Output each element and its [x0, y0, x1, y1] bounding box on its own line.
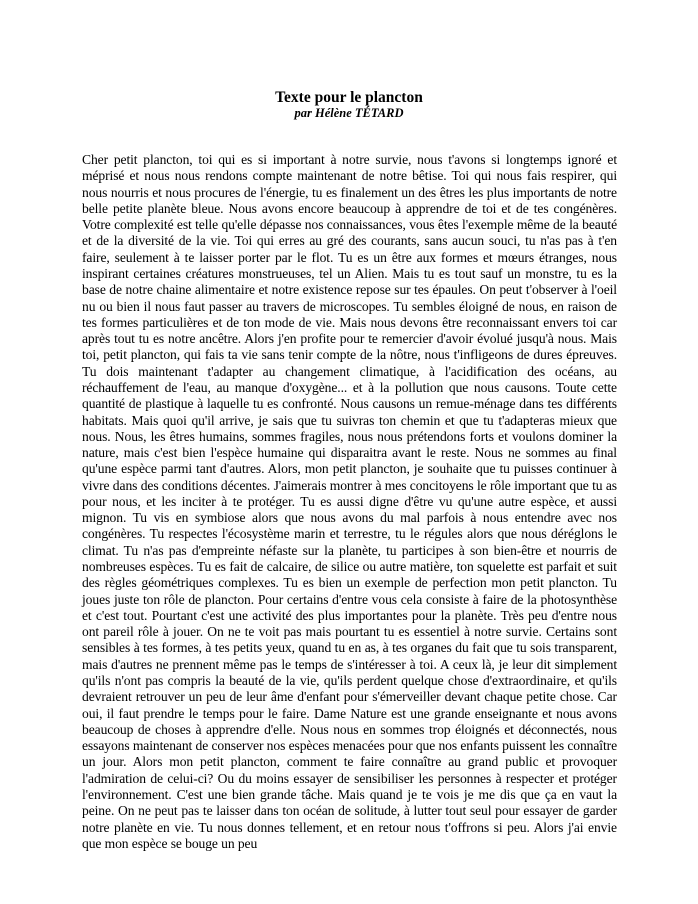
- document-title: Texte pour le plancton: [275, 89, 423, 106]
- document-author: par Hélène TÉTARD: [294, 106, 404, 120]
- title-block: [0, 89, 698, 121]
- document-body: Cher petit plancton, toi qui es si important à notre survie, nous t'avons si longtemps ignoré et méprisé et nous nous rendons compte maintenant de notre bêtise. Toi qui nous fais respirer, qui nous nourris et nous procures de l'énergie, tu es finalement un des êtres les plus importants de notre belle petite planète bleue. Nous avons encore beaucoup à apprendre de toi et de tes congénères. Votre complexité est telle qu'elle dépasse nos connaissances, vous êtes l'exemple même de la beauté et de la diversité de la vie. Toi qui erres au gré des courants, sans aucun souci, tu n'as pas à t'en faire, seulement à te laisser porter par le flot. Tu es un être aux formes et mœurs étranges, nous inspirant certaines créatures monstrueuses, tel un Alien. Mais tu es tout sauf un monstre, tu es la base de notre chaine alimentaire et notre existence repose sur tes épaules. On peut t'observer à l'oeil nu ou bien il nous faut passer au travers de microscopes. Tu sembles éloigné de nous, en raison de tes formes particulières et de ton mode de vie. Mais nous devons être reconnaissant envers toi car après tout tu es notre ancêtre. Alors j'en profite pour te remercier d'avoir évolué jusqu'à nous. Mais toi, petit plancton, qui fais ta vie sans tenir compte de la nôtre, nous t'infligeons de dures épreuves. Tu dois maintenant t'adapter au changement climatique, à l'acidification des océans, au réchauffement de l'eau, au manque d'oxygène... et à la pollution que nous causons. Toute cette quantité de plastique à laquelle tu es confronté. Nous causons un remue-ménage dans tes différents habitats. Mais quoi qu'il arrive, je sais que tu suivras ton chemin et que tu t'adapteras mieux que nous. Nous, les êtres humains, sommes fragiles, nous nous prétendons forts et voulons dominer la nature, mais c'est bien l'espèce humaine qui disparaitra avant le reste. Nous ne sommes au final qu'une espèce parmi tant d'autres. Alors, mon petit plancton, je souhaite que tu puisses continuer à vivre dans des conditions décentes. J'aimerais montrer à mes concitoyens le rôle important que tu as pour nous, et les inciter à te protéger. Tu es aussi digne d'être vu qu'une autre espèce, et aussi mignon. Tu vis en symbiose alors que nous avons du mal parfois à nous entendre avec nos congénères. Tu respectes l'écosystème marin et terrestre, tu le régules alors que nous déréglons le climat. Tu n'as pas d'empreinte néfaste sur la planète, tu participes à son bien-être et nourris de nombreuses espèces. Tu es fait de calcaire, de silice ou autre matière, ton squelette est parfait et suit des règles géométriques complexes. Tu es bien un exemple de perfection mon petit plancton. Tu joues juste ton rôle de plancton. Pour certains d'entre vous cela consiste à faire de la photosynthèse et c'est tout. Pourtant c'est une activité des plus importantes pour la planète. Très peu d'entre nous ont pareil rôle à jouer. On ne te voit pas mais pourtant tu es essentiel à notre survie. Certains sont sensibles à tes formes, à tes petits yeux, quand tu en as, à tes organes du fait que tu sois transparent, mais d'autres ne prennent même pas le temps de s'intéresser à toi. A ceux là, je leur dit simplement qu'ils n'ont pas compris la beauté de la vie, qu'ils perdent quelque chose d'extraordinaire, et qu'ils devraient retrouver un peu de leur âme d'enfant pour s'émerveiller devant chaque petite chose. Car oui, il faut prendre le temps pour le faire. Dame Nature est une grande enseignante et nous avons beaucoup de choses à apprendre d'elle. Nous nous en sommes trop éloignés et déconnectés, nous essayons maintenant de conserver nos espèces menacées pour que nos enfants puissent les connaître un jour. Alors mon petit plancton, comment te faire connaître au grand public et provoquer l'admiration de celui-ci? Ou du moins essayer de sensibiliser les personnes à respecter et protéger l'environnement. C'est une bien grande tâche. Mais quand je te vois je me dis que ça en vaut la peine. On ne peut pas te laisser dans ton océan de solitude, à lutter tout seul pour essayer de garder notre planète en vie. Tu nous donnes tellement, et en retour nous t'offrons si peu. Alors j'ai envie que mon espèce se bouge un peu: [82, 152, 618, 851]
